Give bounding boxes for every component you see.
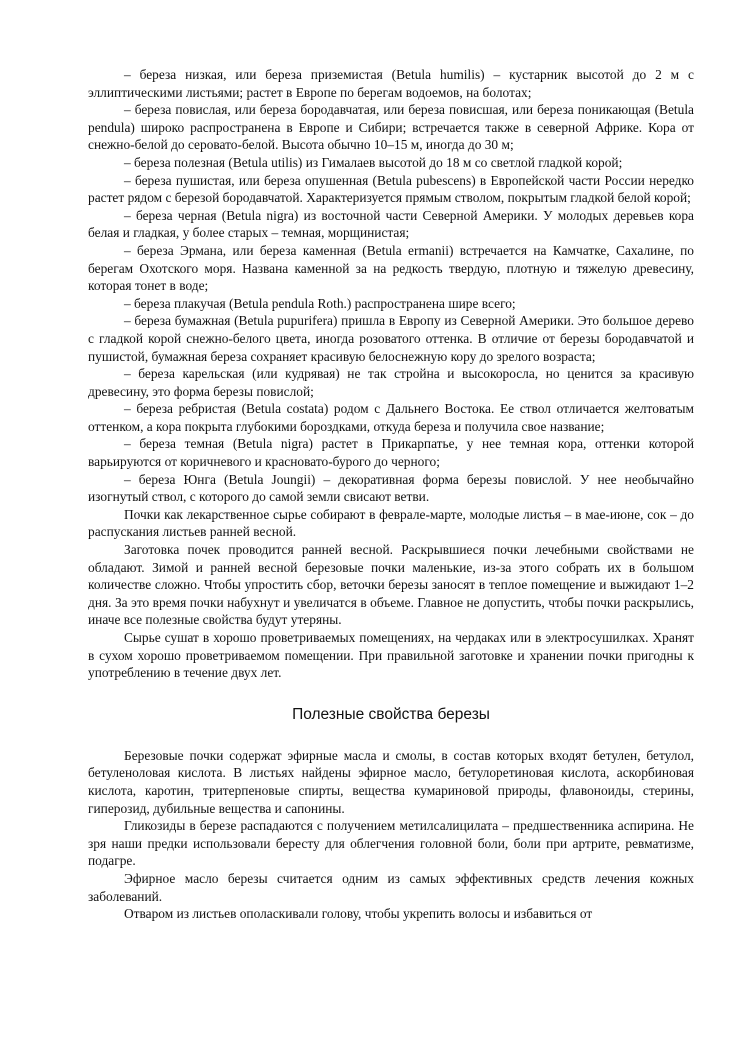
paragraph: Сырье сушат в хорошо проветриваемых помещениях, на чердаках или в электросушилках. Хранят в сухом хорошо проветриваемом помещении. При правильной заготовке и хранении почки пригодны к употреблению в течение двух лет. xyxy=(88,630,694,681)
list-item: – береза темная (Betula nigra) растет в Прикарпатье, у нее темная кора, оттенки которой варьируются от коричневого и красновато-бурого до черного; xyxy=(88,436,694,470)
list-item: – береза низкая, или береза приземистая (Betula humilis) – кустарник высотой до 2 м с эллиптическими листьями; растет в Европе по берегам водоемов, на болотах; xyxy=(88,67,694,100)
paragraph: Эфирное масло березы считается одним из самых эффективных средств лечения кожных заболеваний. xyxy=(88,870,694,904)
list-item: – береза карельская (или кудрявая) не так стройна и высокоросла, но ценится за красивую древесину, это форма березы повислой; xyxy=(88,366,694,399)
paragraph: Почки как лекарственное сырье собирают в феврале-марте, молодые листья – в мае-июне, сок – до распускания листьев ранней весной. xyxy=(88,506,694,540)
list-item: – береза полезная (Betula utilis) из Гималаев высотой до 18 м со светлой гладкой корой; xyxy=(124,154,623,170)
paragraph: Отваром из листьев ополаскивали голову, чтобы укрепить волосы и избавиться от xyxy=(124,906,593,922)
list-item: – береза Эрмана, или береза каменная (Betula ermanii) встречается на Камчатке, Сахалине, по берегам Охотского моря. Названа каменной за на редкость твердую, плотную и тяжелую древесину, которая тонет в воде; xyxy=(88,242,694,294)
list-item: – береза плакучая (Betula pendula Roth.) распространена шире всего; xyxy=(124,295,516,311)
paragraph: Заготовка почек проводится ранней весной. Раскрывшиеся почки лечебными свойствами не обладают. Зимой и ранней весной березовые почки маленькие, из-за этого собрать их в большом количестве сложно. Чтобы упростить сбор, веточки березы заносят в теплое помещение и выжидают 1–2 дня. За это время почки набухнут и увеличатся в объеме. Главное не допустить, чтобы почки раскрылись, иначе все полезные свойства будут утеряны. xyxy=(88,542,694,628)
paragraph: Гликозиды в березе распадаются с получением метилсалицилата – предшественника аспирина. Не зря наши предки использовали бересту для облегчения головной боли, боли при артрите, ревматизме, подагре. xyxy=(88,818,694,869)
list-item: – береза повислая, или береза бородавчатая, или береза повисшая, или береза поникающая (Betula pendula) широко распространена в Европе и Сибири; встречается также в северной Африке. Кора от снежно-белой до серовато-белой. Высота обычно 10–15 м, иногда до 30 м; xyxy=(88,102,694,153)
list-item: – береза черная (Betula nigra) из восточной части Северной Америки. У молодых деревьев кора белая и гладкая, у более старых – темная, морщинистая; xyxy=(88,207,694,241)
section-heading: Полезные свойства березы xyxy=(292,705,490,723)
document-page xyxy=(88,66,694,923)
list-item: – береза ребристая (Betula costata) родом с Дальнего Востока. Ее ствол отличается желтоватым оттенком, а кора покрыта глубокими бороздками, откуда береза и получила свое название; xyxy=(88,401,694,434)
paragraph: Березовые почки содержат эфирные масла и смолы, в состав которых входят бетулен, бетулол, бетуленоловая кислота. В листьях найдены эфирное масло, бетулоретиновая кислота, аскорбиновая кислота, каротин, тритерпеновые спирты, вещества кумариновой природы, флавоноиды, стерины, гиперозид, дубильные вещества и сапонины. xyxy=(88,747,694,816)
list-item: – береза Юнга (Betula Joungii) – декоративная форма березы повислой. У нее необычайно изогнутый ствол, с которого до самой земли свисают ветви. xyxy=(88,471,694,505)
list-item: – береза бумажная (Betula pupurifera) пришла в Европу из Северной Америки. Это большое дерево с гладкой корой снежно-белого цвета, иногда розоватого оттенка. В отличие от березы бородавчатой и пушистой, бумажная береза сохраняет красивую белоснежную кору до зрелого возраста; xyxy=(88,313,694,364)
list-item: – береза пушистая, или береза опушенная (Betula pubescens) в Европейской части России нередко растет рядом с березой бородавчатой. Характеризуется прямым стволом, покрытым гладкой белой корой; xyxy=(88,172,694,206)
